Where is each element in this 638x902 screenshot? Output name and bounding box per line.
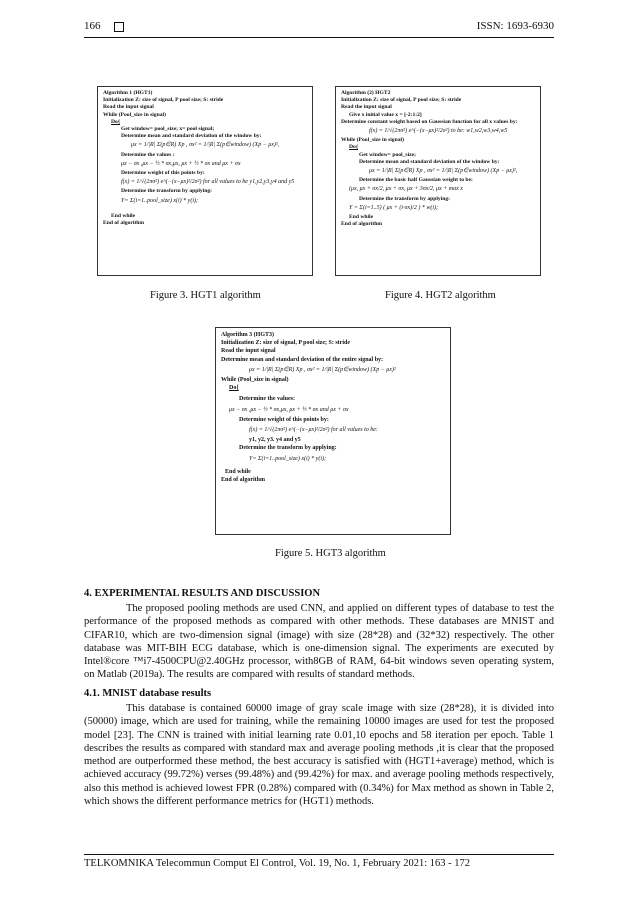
alg1-line: Initialization Z: size of signal, P pool size; S: stride xyxy=(103,97,224,104)
alg3-equation: f(x) = 1/√(2πσ²) e^(−(x−μx)²/2σ²) for all values to be: xyxy=(249,427,378,434)
alg1-line: Determine weight of this points by: xyxy=(121,170,205,177)
alg1-line: Determine mean and standard deviation of the window by: xyxy=(121,133,262,140)
alg2-equation: f(x) = 1/√(2πσ²) e^(−(x−μx)²/2σ²) to be: w1,w2,w3,w4,w5 xyxy=(369,128,508,135)
section-4-1-paragraph: This database is contained 60000 image of gray scale image with size (28*28), it is divided into (50000) image, which are used for training, while the remaining 10000 images are used for test the proposed model [23]. The CNN is trained with initial learning rate 0.01,10 epochs and 58 iteration per epoch. Table 1 describes the results as compared with standard max and average pooling methods ,it is clear that the proposed method are outperformed these method, the best accuracy is satisfied with (HGT1+average) method, which is achieved accuracy (99.72%) verses (99.48%) and (99.42%) for max. and average pooling methods respectively, also this method is achieved lowest FPR (0.28%) compared with (0.34%) for Max method as shown in Table 2, which shows the different performance metrics for (HGT1) methods. xyxy=(84,703,554,808)
alg3-line: End while xyxy=(225,468,251,475)
alg3-line: Determine mean and standard deviation of the entire signal by: xyxy=(221,356,384,363)
alg1-line: While (Pool_size in signal) xyxy=(103,111,166,118)
alg1-line: End while xyxy=(111,212,136,219)
alg3-equation: Y= Σ(i=1..pool_size) x(i) * y(i); xyxy=(249,455,326,462)
alg3-line: Determine weight of this points by: xyxy=(239,416,329,423)
alg1-line: Do{ xyxy=(111,118,121,125)
section-4-paragraph: The proposed pooling methods are used CNN, and applied on different types of database to test the performance of the proposed methods as compared with other methods. These databases are MNIST and CIFAR10, which are two-dimension signal (image) with size (28*28) and (32*32) respectively. The other database was MIT-BIH ECG database, which is one-dimension signal. The experiments are executed by Intel®core ™i7-4500CPU@2.40GHz processor, with8GB of RAM, 64-bit windows seven operating system, on Matlab (2019a). The results are compared with results of standard methods. xyxy=(84,603,554,681)
alg2-line: Get window= pool_size; xyxy=(359,151,416,158)
alg2-equation: (μx, μx + σx/2, μx + σx, μx + 3σx/2, μx + max x xyxy=(349,186,463,193)
alg1-line: End of algorithm xyxy=(103,220,145,227)
alg2-line: Determine mean and standard deviation of the window by: xyxy=(359,158,500,165)
alg1-line: Determine the values : xyxy=(121,151,175,158)
footer-rule xyxy=(84,854,554,855)
box-icon xyxy=(114,22,124,32)
alg2-line: Do{ xyxy=(349,144,359,151)
alg1-title: Algorithm 1 (HGT1) xyxy=(103,90,153,96)
alg2-line: End while xyxy=(349,214,374,221)
alg1-line: Get window= pool_size; x= pool signal; xyxy=(121,126,215,133)
alg2-equation: μx = 1/|R| Σ(p∈R) Xp , σx² = 1/|R| Σ(p∈window) (Xp − μx)², xyxy=(369,168,518,175)
alg1-line: Determine the transform by applying: xyxy=(121,188,213,195)
figure-5-caption: Figure 5. HGT3 algorithm xyxy=(275,548,386,559)
alg2-line: Determine the transform by applying: xyxy=(359,195,451,202)
alg1-equation: μx = 1/|R| Σ(p∈R) Xp , σx² = 1/|R| Σ(p∈window) (Xp − μx)², xyxy=(131,142,280,149)
page-header xyxy=(84,20,554,38)
alg3-line: y1, y2, y3. y4 and y5 xyxy=(249,437,301,444)
alg3-line: Determine the transform by applying: xyxy=(239,445,337,452)
alg3-equation: μx − σx ,μx − ½ * σx,μx, μx + ½ * σx and μx + σx xyxy=(229,406,349,413)
alg2-line: Determine the basic half Gaussian weight to be: xyxy=(359,177,473,184)
alg2-line: Determine constant weight based on Gaussian function for all x values by: xyxy=(341,118,518,125)
algorithm-2-box xyxy=(335,86,541,276)
alg3-line: Read the input signal xyxy=(221,348,276,355)
alg3-line: While (Pool_size in signal) xyxy=(221,377,289,384)
page-number: 166 xyxy=(84,20,101,32)
alg2-line: Read the input signal xyxy=(341,104,392,111)
alg3-line: End of algorithm xyxy=(221,477,266,484)
issn: ISSN: 1693-6930 xyxy=(476,20,554,32)
alg3-line: Determine the values: xyxy=(239,396,295,403)
alg1-equation: Y= Σ(i=1..pool_size) x(i) * y(i); xyxy=(121,197,198,204)
alg2-line: While (Pool_size in signal) xyxy=(341,137,404,144)
alg2-line: Give x initial value x = [-2:1:2] xyxy=(349,111,422,118)
alg2-equation: Y = Σ(i=1..5) ( μx + (i·σx)/2 ) * w(i); xyxy=(349,204,438,211)
alg2-title: Algorithm (2) HGT2 xyxy=(341,90,391,96)
alg1-line: Read the input signal xyxy=(103,104,154,111)
alg3-line: Initialization Z: size of signal, P pool size; S: stride xyxy=(221,340,350,347)
algorithm-3-box xyxy=(215,327,451,535)
alg1-equation: μx − σx ,μx − ½ * σx,μx, μx + ½ * σx and μx + σx xyxy=(121,160,241,167)
section-4-1-heading: 4.1. MNIST database results xyxy=(84,688,212,699)
section-4-heading: 4. EXPERIMENTAL RESULTS AND DISCUSSION xyxy=(84,588,321,599)
figure-4-caption: Figure 4. HGT2 algorithm xyxy=(385,290,496,301)
alg2-line: Initialization Z: size of signal, P pool size; S: stride xyxy=(341,97,462,104)
figure-3-caption: Figure 3. HGT1 algorithm xyxy=(150,290,261,301)
alg2-line: End of algorithm xyxy=(341,221,383,228)
algorithm-1-box xyxy=(97,86,313,276)
alg3-equation: μx = 1/|R| Σ(p∈R) Xp , σx² = 1/|R| Σ(p∈window) (Xp − μx)² xyxy=(249,366,396,373)
page-footer: TELKOMNIKA Telecommun Comput El Control, Vol. 19, No. 1, February 2021: 163 - 172 xyxy=(84,858,470,869)
alg1-equation: f(x) = 1/√(2πσ²) e^(−(x−μx)²/2σ²) for all values to be y1,y2,y3,y4 and y5 xyxy=(121,179,295,186)
alg3-title: Algorithm 3 (HGT3) xyxy=(221,332,274,338)
header-rule xyxy=(84,37,554,38)
alg3-line: Do{ xyxy=(229,385,239,392)
